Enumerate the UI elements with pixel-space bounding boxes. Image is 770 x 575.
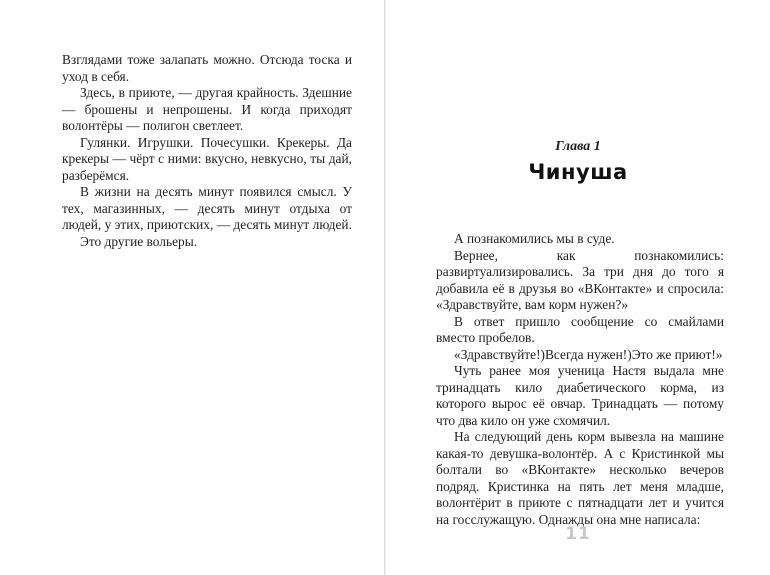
chapter-title: Чинуша xyxy=(528,160,628,184)
page-number: 11 xyxy=(565,524,591,544)
paragraph: Вернее, как познакомились: развиртуализировались. За три дня до того я добавила её в друзья во «ВКонтакте» и спросила: «Здравствуйте, вам корм нужен?» xyxy=(436,247,724,312)
paragraph: «Здравствуйте!)Всегда нужен!)Это же приют!» xyxy=(454,346,723,362)
paragraph: На следующий день корм вывезла на машине какая-то девушка-волонтёр. А с Кристинкой мы болтали во «ВКонтакте» несколько вечеров подряд. Кристинка на пять лет меня младше, волонтёрит в приюте с пятнадцати лет и учится на госслужащую. Однажды она мне написала: xyxy=(436,429,724,527)
right-page-text xyxy=(436,231,724,528)
paragraph: Взглядами тоже залапать можно. Отсюда тоска и уход в себя. xyxy=(62,52,352,84)
paragraph: В ответ пришло сообщение со смайлами вместо пробелов. xyxy=(436,313,724,345)
left-page-text xyxy=(62,52,352,250)
paragraph: Здесь, в приюте, — другая крайность. Здешние — брошены и непрошены. И когда приходят волонтёры — полигон светлеет. xyxy=(62,85,352,133)
paragraph: Гулянки. Игрушки. Почесушки. Крекеры. Да крекеры — чёрт с ними: вкусно, невкусно, ты дай, разберёмся. xyxy=(62,134,352,183)
paragraph: В жизни на десять минут появился смысл. У тех, магазинных, — десять минут отдыха от людей, у этих, приютских, — десять минут людей. xyxy=(62,184,352,232)
paragraph: Это другие вольеры. xyxy=(80,233,198,249)
paragraph: А познакомились мы в суде. xyxy=(454,231,615,246)
chapter-label: Глава 1 xyxy=(555,139,601,154)
paragraph: Чуть ранее моя ученица Настя выдала мне тринадцать кило диабетического корма, из которого вырос её овчар. Тринадцать — потому что два кило он уже схомячил. xyxy=(436,363,724,428)
